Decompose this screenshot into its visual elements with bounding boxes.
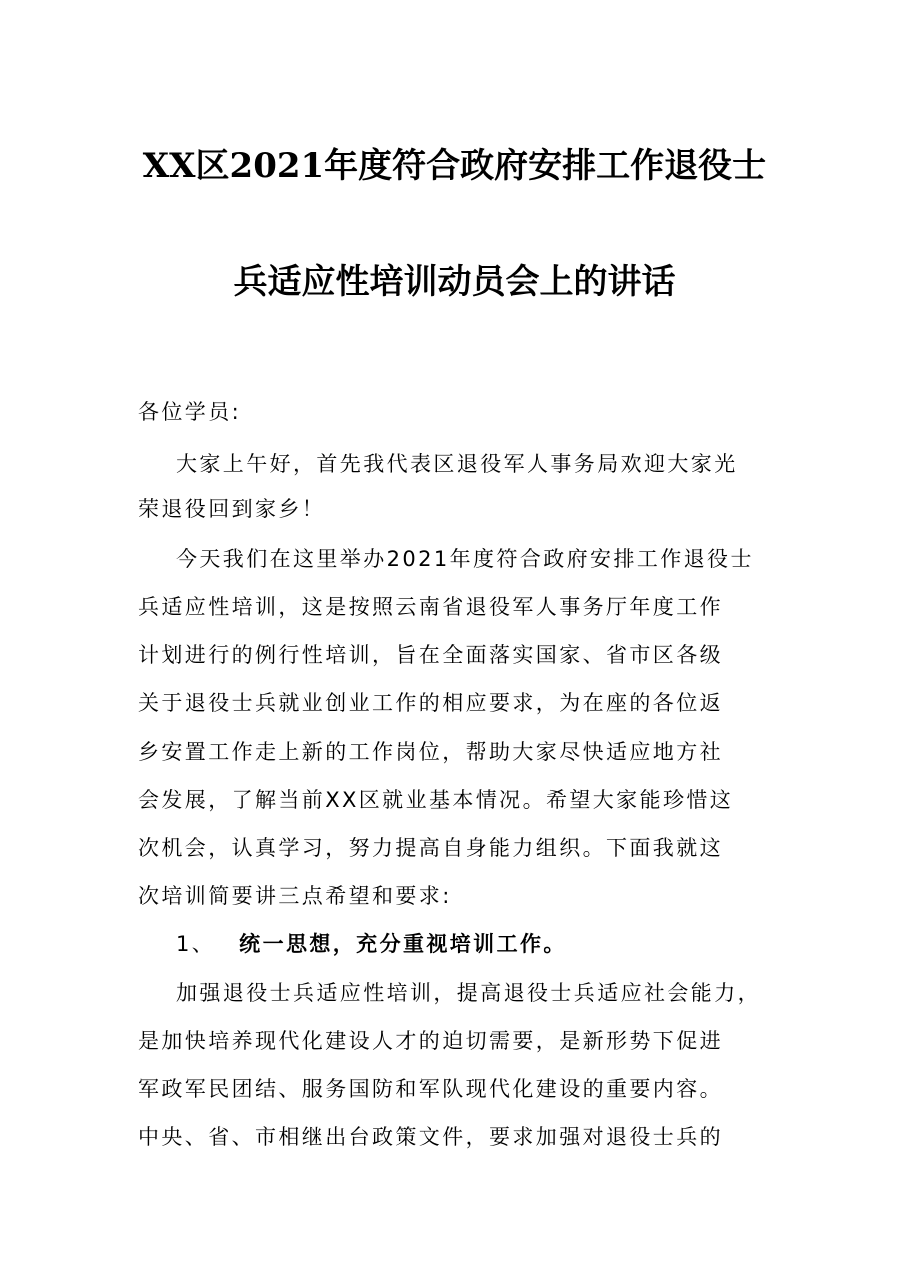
paragraph-3-line-3: 军政军民团结、服务国防和军队现代化建设的重要内容。 xyxy=(138,1077,723,1101)
paragraph-3-line-2: 是加快培养现代化建设人才的迫切需要，是新形势下促进 xyxy=(138,1029,723,1053)
paragraph-2-line-8: 次培训简要讲三点希望和要求: xyxy=(138,884,452,908)
paragraph-3-line-4: 中央、省、市相继出台政策文件，要求加强对退役士兵的 xyxy=(138,1125,723,1149)
section-1-heading-text: 统一思想，充分重视培训工作。 xyxy=(239,932,567,956)
paragraph-2-line-1: 今天我们在这里举办2021年度符合政府安排工作退役士 xyxy=(176,547,754,571)
paragraph-2-line-3: 计划进行的例行性培训，旨在全面落实国家、省市区各级 xyxy=(138,643,723,667)
paragraph-2-line-2: 兵适应性培训，这是按照云南省退役军人事务厅年度工作 xyxy=(138,595,723,619)
paragraph-1-line-1: 大家上午好，首先我代表区退役军人事务局欢迎大家光 xyxy=(176,452,738,476)
section-1-number: 1、 xyxy=(176,932,216,956)
document-title-line-2: 兵适应性培训动员会上的讲话 xyxy=(233,262,676,302)
salutation: 各位学员: xyxy=(138,400,242,424)
paragraph-2-line-6: 会发展，了解当前XX区就业基本情况。希望大家能珍惜这 xyxy=(138,788,734,812)
paragraph-1-line-2: 荣退役回到家乡！ xyxy=(138,497,326,521)
document-title-line-1: XX区2021年度符合政府安排工作退役士 xyxy=(142,146,767,186)
paragraph-3-line-1: 加强退役士兵适应性培训，提高退役士兵适应社会能力， xyxy=(176,981,761,1005)
paragraph-2-line-5: 乡安置工作走上新的工作岗位，帮助大家尽快适应地方社 xyxy=(138,740,723,764)
section-1-heading xyxy=(176,929,567,959)
paragraph-2-line-7: 次机会，认真学习，努力提高自身能力组织。下面我就这 xyxy=(138,836,723,860)
paragraph-2-line-4: 关于退役士兵就业创业工作的相应要求，为在座的各位返 xyxy=(138,691,723,715)
